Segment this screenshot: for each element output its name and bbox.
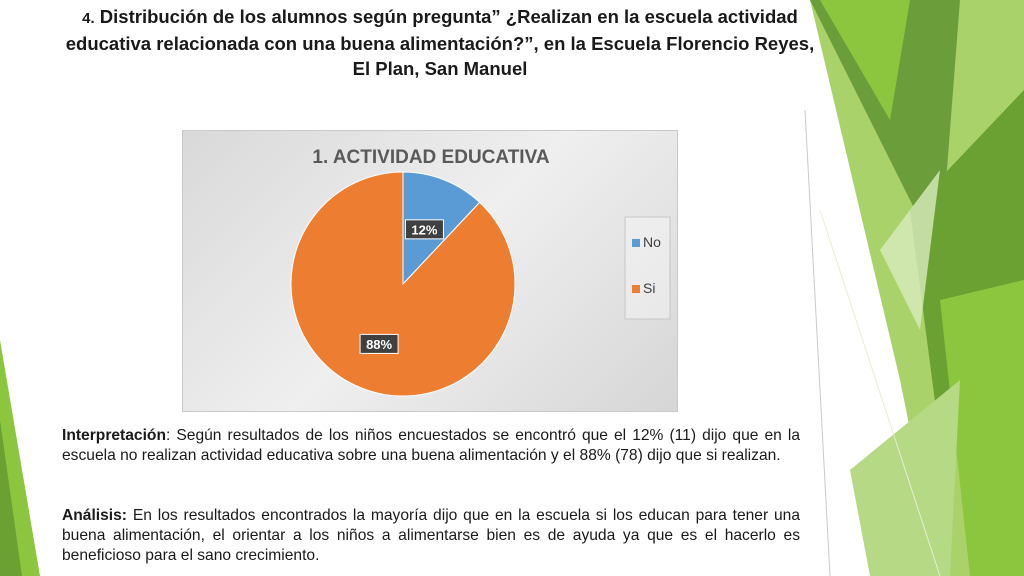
data-label-si xyxy=(360,334,398,353)
chart-title: 1. ACTIVIDAD EDUCATIVA xyxy=(312,147,550,168)
analysis-label: Análisis: xyxy=(62,507,127,524)
left-green-decoration xyxy=(0,0,60,576)
interpretation-paragraph xyxy=(62,426,800,466)
pie-chart xyxy=(182,130,678,412)
data-label-text: 12% xyxy=(411,222,438,238)
chart-svg xyxy=(183,131,677,411)
legend-swatch-no xyxy=(632,239,640,247)
legend-label-no: No xyxy=(643,234,661,250)
title-number: 4. xyxy=(82,10,95,27)
data-label-no xyxy=(405,220,443,239)
analysis-text: En los resultados encontrados la mayoría dijo que en la escuela si los educan para tener una buena alimentación, el orientar a los niños a alimentarse bien es de ayuda ya que es el hacerlo es beneficioso para el sano crecimiento. xyxy=(62,507,800,564)
analysis-paragraph xyxy=(62,506,800,566)
legend-box xyxy=(625,217,670,319)
interpretation-label: Interpretación xyxy=(62,427,166,444)
interpretation-text: : Según resultados de los niños encuestados se encontró que el 12% (11) dijo que en la escuela no realizan actividad educativa sobre una buena alimentación y el 88% (78) dijo que si realizan. xyxy=(62,427,800,464)
legend-swatch-si xyxy=(632,285,640,293)
slide-title xyxy=(60,4,820,81)
data-label-text: 88% xyxy=(366,336,393,352)
pie-slice-si xyxy=(291,172,515,396)
title-text: Distribución de los alumnos según pregunta” ¿Realizan en la escuela actividad educativa relacionada con una buena alimentación?”, en la Escuela Florencio Reyes, El Plan, San Manuel xyxy=(65,6,815,79)
legend-label-si: Si xyxy=(643,280,656,296)
right-green-decoration xyxy=(790,0,1024,576)
